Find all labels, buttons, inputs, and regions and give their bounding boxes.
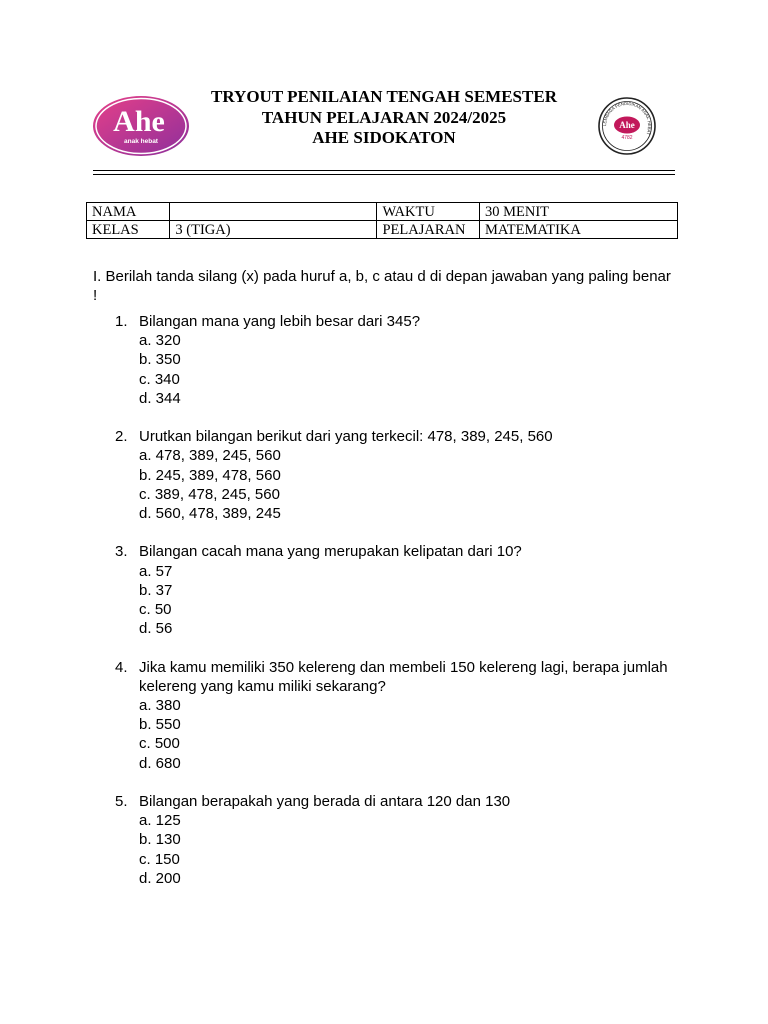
question-item: [93, 542, 673, 638]
question-number: 5.: [115, 793, 128, 811]
answer-option: d. 680: [139, 754, 181, 772]
table-cell: MATEMATIKA: [479, 221, 677, 239]
question-item: [93, 658, 673, 773]
header-divider-bottom: [93, 174, 675, 175]
title-line-1: TRYOUT PENILAIAN TENGAH SEMESTER: [211, 87, 557, 106]
name-field-cell[interactable]: [170, 203, 377, 221]
title-line-3: AHE SIDOKATON: [312, 128, 456, 147]
question-text: Bilangan mana yang lebih besar dari 345?: [139, 313, 421, 330]
answer-option: c. 500: [139, 735, 180, 753]
logo-tagline-text: anak hebat: [124, 138, 158, 145]
answer-option: c. 150: [139, 850, 180, 868]
table-cell: 30 MENIT: [479, 203, 677, 221]
answer-option: a. 125: [139, 812, 181, 830]
question-text: Bilangan cacah mana yang merupakan kelipatan dari 10?: [139, 543, 522, 561]
table-cell: NAMA: [87, 203, 170, 221]
answer-option: b. 130: [139, 831, 181, 849]
answer-option: a. 478, 389, 245, 560: [139, 447, 281, 465]
answer-option: d. 344: [139, 389, 181, 407]
question-list: [93, 312, 673, 907]
answer-option: a. 57: [139, 562, 173, 580]
answer-option: a. 380: [139, 697, 181, 715]
question-text: Bilangan berapakah yang berada di antara 120 dan 130: [139, 793, 511, 811]
logo-brand-text: Ahe: [113, 105, 165, 138]
answer-option: b. 350: [139, 351, 181, 369]
answer-option: b. 245, 389, 478, 560: [139, 466, 281, 484]
question-text: Jika kamu memiliki 350 kelereng dan membeli 150 kelereng lagi, berapa jumlah kelereng yang kamu miliki sekarang?: [139, 658, 668, 695]
table-row: [87, 203, 678, 221]
seal-brand-text: Ahe: [619, 120, 635, 130]
question-item: [93, 427, 673, 523]
header-divider-top: [93, 170, 675, 171]
document-title: [184, 87, 584, 149]
question-item: [93, 312, 673, 408]
answer-option: d. 56: [139, 620, 173, 638]
question-text: Urutkan bilangan berikut dari yang terkecil: 478, 389, 245, 560: [139, 428, 553, 446]
table-cell: WAKTU: [377, 203, 480, 221]
seal-ring-text: LEMBAGA PENDIDIKAN ANAK HEBAT: [601, 100, 653, 136]
question-number: 4.: [115, 658, 128, 676]
answer-option: c. 340: [139, 370, 180, 388]
answer-option: d. 200: [139, 869, 181, 887]
answer-option: b. 550: [139, 716, 181, 734]
seal-number-text: 4782: [621, 135, 633, 141]
table-cell: PELAJARAN: [377, 221, 480, 239]
student-info-table: [86, 202, 678, 239]
answer-option: d. 560, 478, 389, 245: [139, 505, 281, 523]
answer-option: c. 389, 478, 245, 560: [139, 485, 280, 503]
answer-option: b. 37: [139, 581, 173, 599]
table-cell: KELAS: [87, 221, 170, 239]
title-line-2: TAHUN PELAJARAN 2024/2025: [261, 107, 507, 127]
table-row: [87, 221, 678, 239]
question-number: 2.: [115, 428, 128, 446]
question-number: 3.: [115, 543, 128, 561]
ahe-logo: [92, 95, 190, 157]
answer-option: a. 320: [139, 332, 181, 350]
ahe-seal-logo: [597, 96, 657, 156]
answer-option: c. 50: [139, 601, 172, 619]
table-cell: 3 (TIGA): [170, 221, 377, 239]
instruction-text: I. Berilah tanda silang (x) pada huruf a, b, c atau d di depan jawaban yang paling benar !: [93, 268, 671, 305]
question-item: [93, 792, 673, 888]
question-number: 1.: [115, 313, 128, 330]
